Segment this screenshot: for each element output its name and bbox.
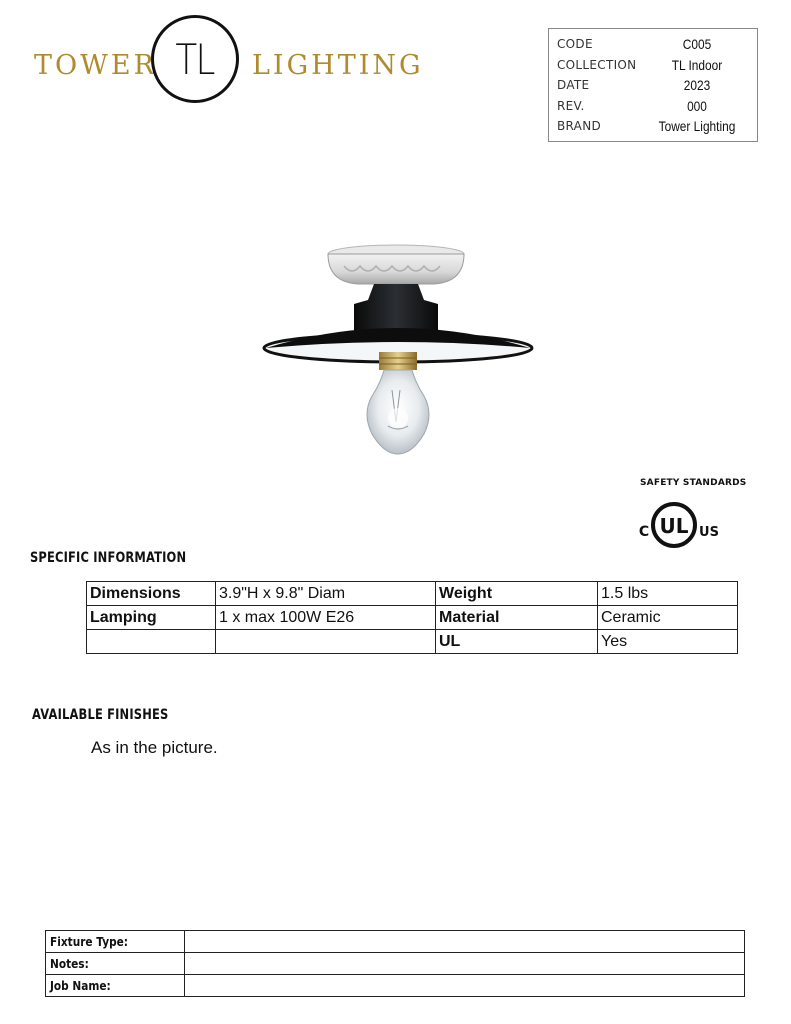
spec-value [216, 630, 436, 654]
spec-label: Lamping [87, 606, 216, 630]
info-value: 2023 [683, 77, 711, 94]
info-row-collection [557, 55, 749, 76]
table-row [46, 975, 745, 997]
logo-word-lighting: LIGHTING [252, 50, 424, 81]
info-row-date [557, 75, 749, 96]
spec-value: 1 x max 100W E26 [216, 606, 436, 630]
logo-word-tower: TOWER [34, 50, 157, 81]
job-name-field[interactable] [185, 975, 745, 997]
specific-information-title: SPECIFIC INFORMATION [30, 550, 187, 566]
finishes-text: As in the picture. [91, 738, 218, 757]
job-label-text: Job Name: [50, 978, 111, 993]
job-label-text: Notes: [50, 956, 89, 971]
info-row-rev [557, 96, 749, 117]
logo-monogram-circle [151, 15, 239, 103]
notes-field[interactable] [185, 953, 745, 975]
ul-mark-ul: UL [659, 514, 689, 538]
spec-value: Yes [598, 630, 738, 654]
table-row [87, 582, 738, 606]
job-label [46, 953, 185, 975]
ul-mark-us: US [699, 525, 719, 540]
job-label [46, 975, 185, 997]
table-row [46, 931, 745, 953]
table-row [87, 606, 738, 630]
socket-cover [354, 284, 438, 332]
spec-label: Weight [436, 582, 598, 606]
available-finishes-title: AVAILABLE FINISHES [32, 707, 169, 723]
brand-logo [34, 14, 424, 110]
info-row-brand [557, 116, 749, 137]
fixture-type-field[interactable] [185, 931, 745, 953]
spec-value: 3.9"H x 9.8" Diam [216, 582, 436, 606]
info-value: Tower Lighting [658, 118, 736, 135]
info-key: COLLECTION [557, 57, 637, 72]
logo-monogram: TL [175, 34, 215, 84]
safety-standards-title: SAFETY STANDARDS [640, 478, 747, 488]
info-value: C005 [682, 36, 712, 53]
info-key: BRAND [557, 119, 602, 134]
spec-label: Dimensions [87, 582, 216, 606]
job-label [46, 931, 185, 953]
spec-label: Material [436, 606, 598, 630]
table-row [46, 953, 745, 975]
info-key: CODE [557, 37, 593, 52]
job-info-table [45, 930, 745, 997]
info-value: TL Indoor [671, 56, 723, 73]
spec-label [87, 630, 216, 654]
spec-table [86, 581, 738, 654]
spec-value: Ceramic [598, 606, 738, 630]
info-value: 000 [687, 97, 707, 114]
bulb-base [379, 352, 417, 370]
info-key: REV. [557, 98, 585, 113]
spec-label: UL [436, 630, 598, 654]
table-row [87, 630, 738, 654]
spec-value: 1.5 lbs [598, 582, 738, 606]
info-key: DATE [557, 78, 590, 93]
product-image [262, 240, 534, 462]
job-label-text: Fixture Type: [50, 934, 129, 949]
product-info-box [548, 28, 758, 142]
info-row-code [557, 34, 749, 55]
ul-mark-c: C [638, 524, 650, 540]
ul-listed-icon [638, 500, 722, 552]
